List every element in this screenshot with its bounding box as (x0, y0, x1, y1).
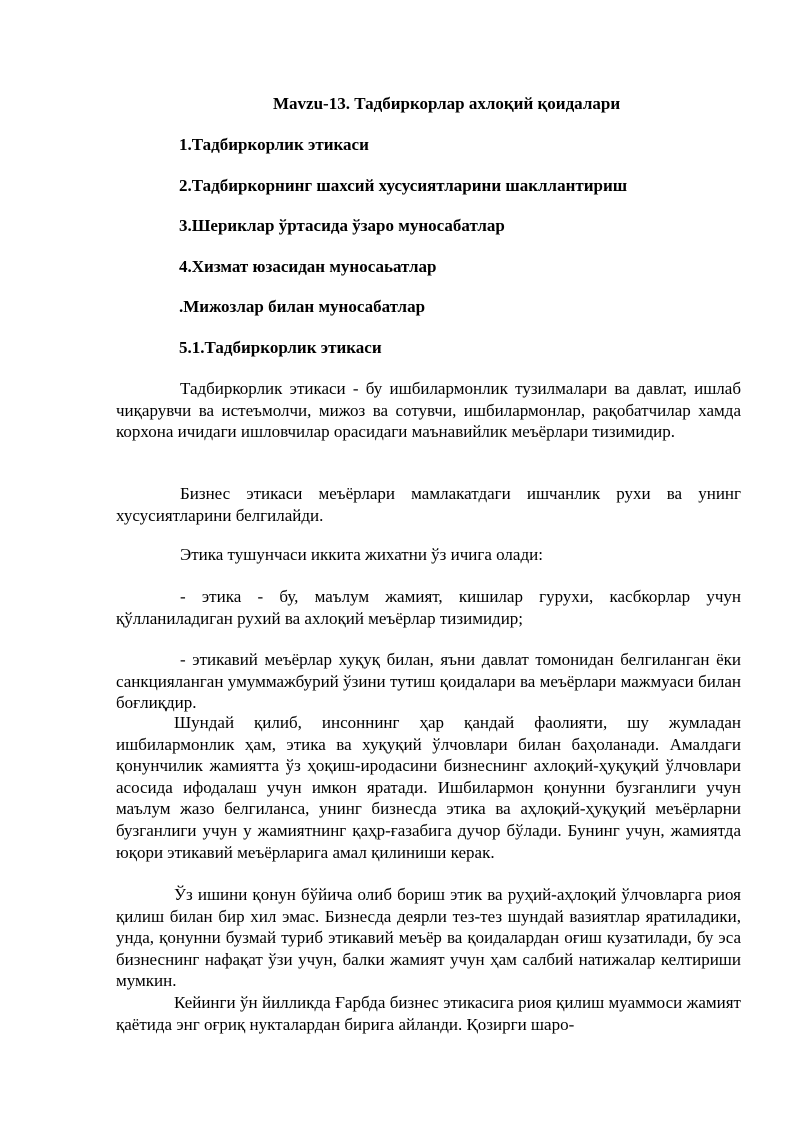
document-title: Mavzu-13. Тадбиркорлар ахлоқий қоидалари (273, 94, 621, 113)
outline-item-2: 2.Тадбиркорнинг шахсий хусусиятларини шакллантириш (179, 176, 628, 195)
outline-item-3: 3.Шериклар ўртасида ўзаро муносабатлар (179, 216, 505, 235)
body-paragraph: - этика - бу, маълум жамият, кишилар гурухи, касбкорлар учун қўлланиладиган рухий ва ахлоқий меъёрлар тизимидир; (116, 587, 741, 628)
outline-item-4: 4.Хизмат юзасидан муносаьатлар (179, 257, 437, 276)
body-paragraph: - этикавий меъёрлар хуқуқ билан, яъни давлат томонидан белгиланган ёки санкцияланган умуммажбурий ўзини тутиш қоидалари ва меъёрлари мажмуаси билан боғлиқдир. (116, 650, 741, 713)
body-paragraph: Шундай қилиб, инсоннинг ҳар қандай фаолияти, шу жумладан ишбилармонлик ҳам, этика ва хуқуқий ўлчовлари билан баҳоланади. Амалдаги қонунчилик жамиятта ўз ҳоқиш-иродасини бизнеснинг ахлоқий-ҳуқуқий ўлчовлари асосида ифодалаш учун имкон яратади. Ишбилармон қонунни бузганлиги учун маълум жазо белгиланса, унинг бизнесда этика ва аҳлоқий-ҳуқуқий меъёрларни бузганлиги учун у жамиятнинг қаҳр-ғазабига дучор бўлади. Бунинг учун, жамиятда юқори этикавий меъёрларига амал қилиниши керак. (116, 713, 741, 862)
body-paragraph: Ўз ишини қонун бўйича олиб бориш этик ва руҳий-аҳлоқий ўлчовларга риоя қилиш билан бир хил эмас. Бизнесда деярли тез-тез шундай вазиятлар яратиладики, унда, қонунни бузмай туриб этикавий меъёр ва қоидалардан оғиш кузатилади, бу эса бизнеснинг нафақат ўзи учун, балки жамият учун ҳам салбий натижалар келтириши мумкин. (116, 885, 741, 991)
body-paragraph: Кейинги ўн йилликда Ғарбда бизнес этикасига риоя қилиш муаммоси жамият қаётида энг оғриқ нукталардан бирига айланди. Қозирги шаро- (116, 993, 741, 1034)
outline-item-5: .Мижозлар билан муносабатлар (179, 297, 426, 316)
body-paragraph: Тадбиркорлик этикаси - бу ишбилармонлик тузилмалари ва давлат, ишлаб чиқарувчи ва истеъмолчи, мижоз ва сотувчи, ишбилармонлар, рақобатчилар хамда корхона ичидаги ишловчилар орасидаги маънавийлик меъёрлари тизимидир. (116, 379, 741, 442)
outline-item-1: 1.Тадбиркорлик этикаси (179, 135, 369, 154)
body-paragraph: Этика тушунчаси иккита жихатни ўз ичига олади: (180, 545, 543, 564)
section-heading: 5.1.Тадбиркорлик этикаси (179, 338, 382, 357)
body-paragraph: Бизнес этикаси меъёрлари мамлакатдаги ишчанлик рухи ва унинг хусусиятларини белгилайди. (116, 484, 741, 525)
